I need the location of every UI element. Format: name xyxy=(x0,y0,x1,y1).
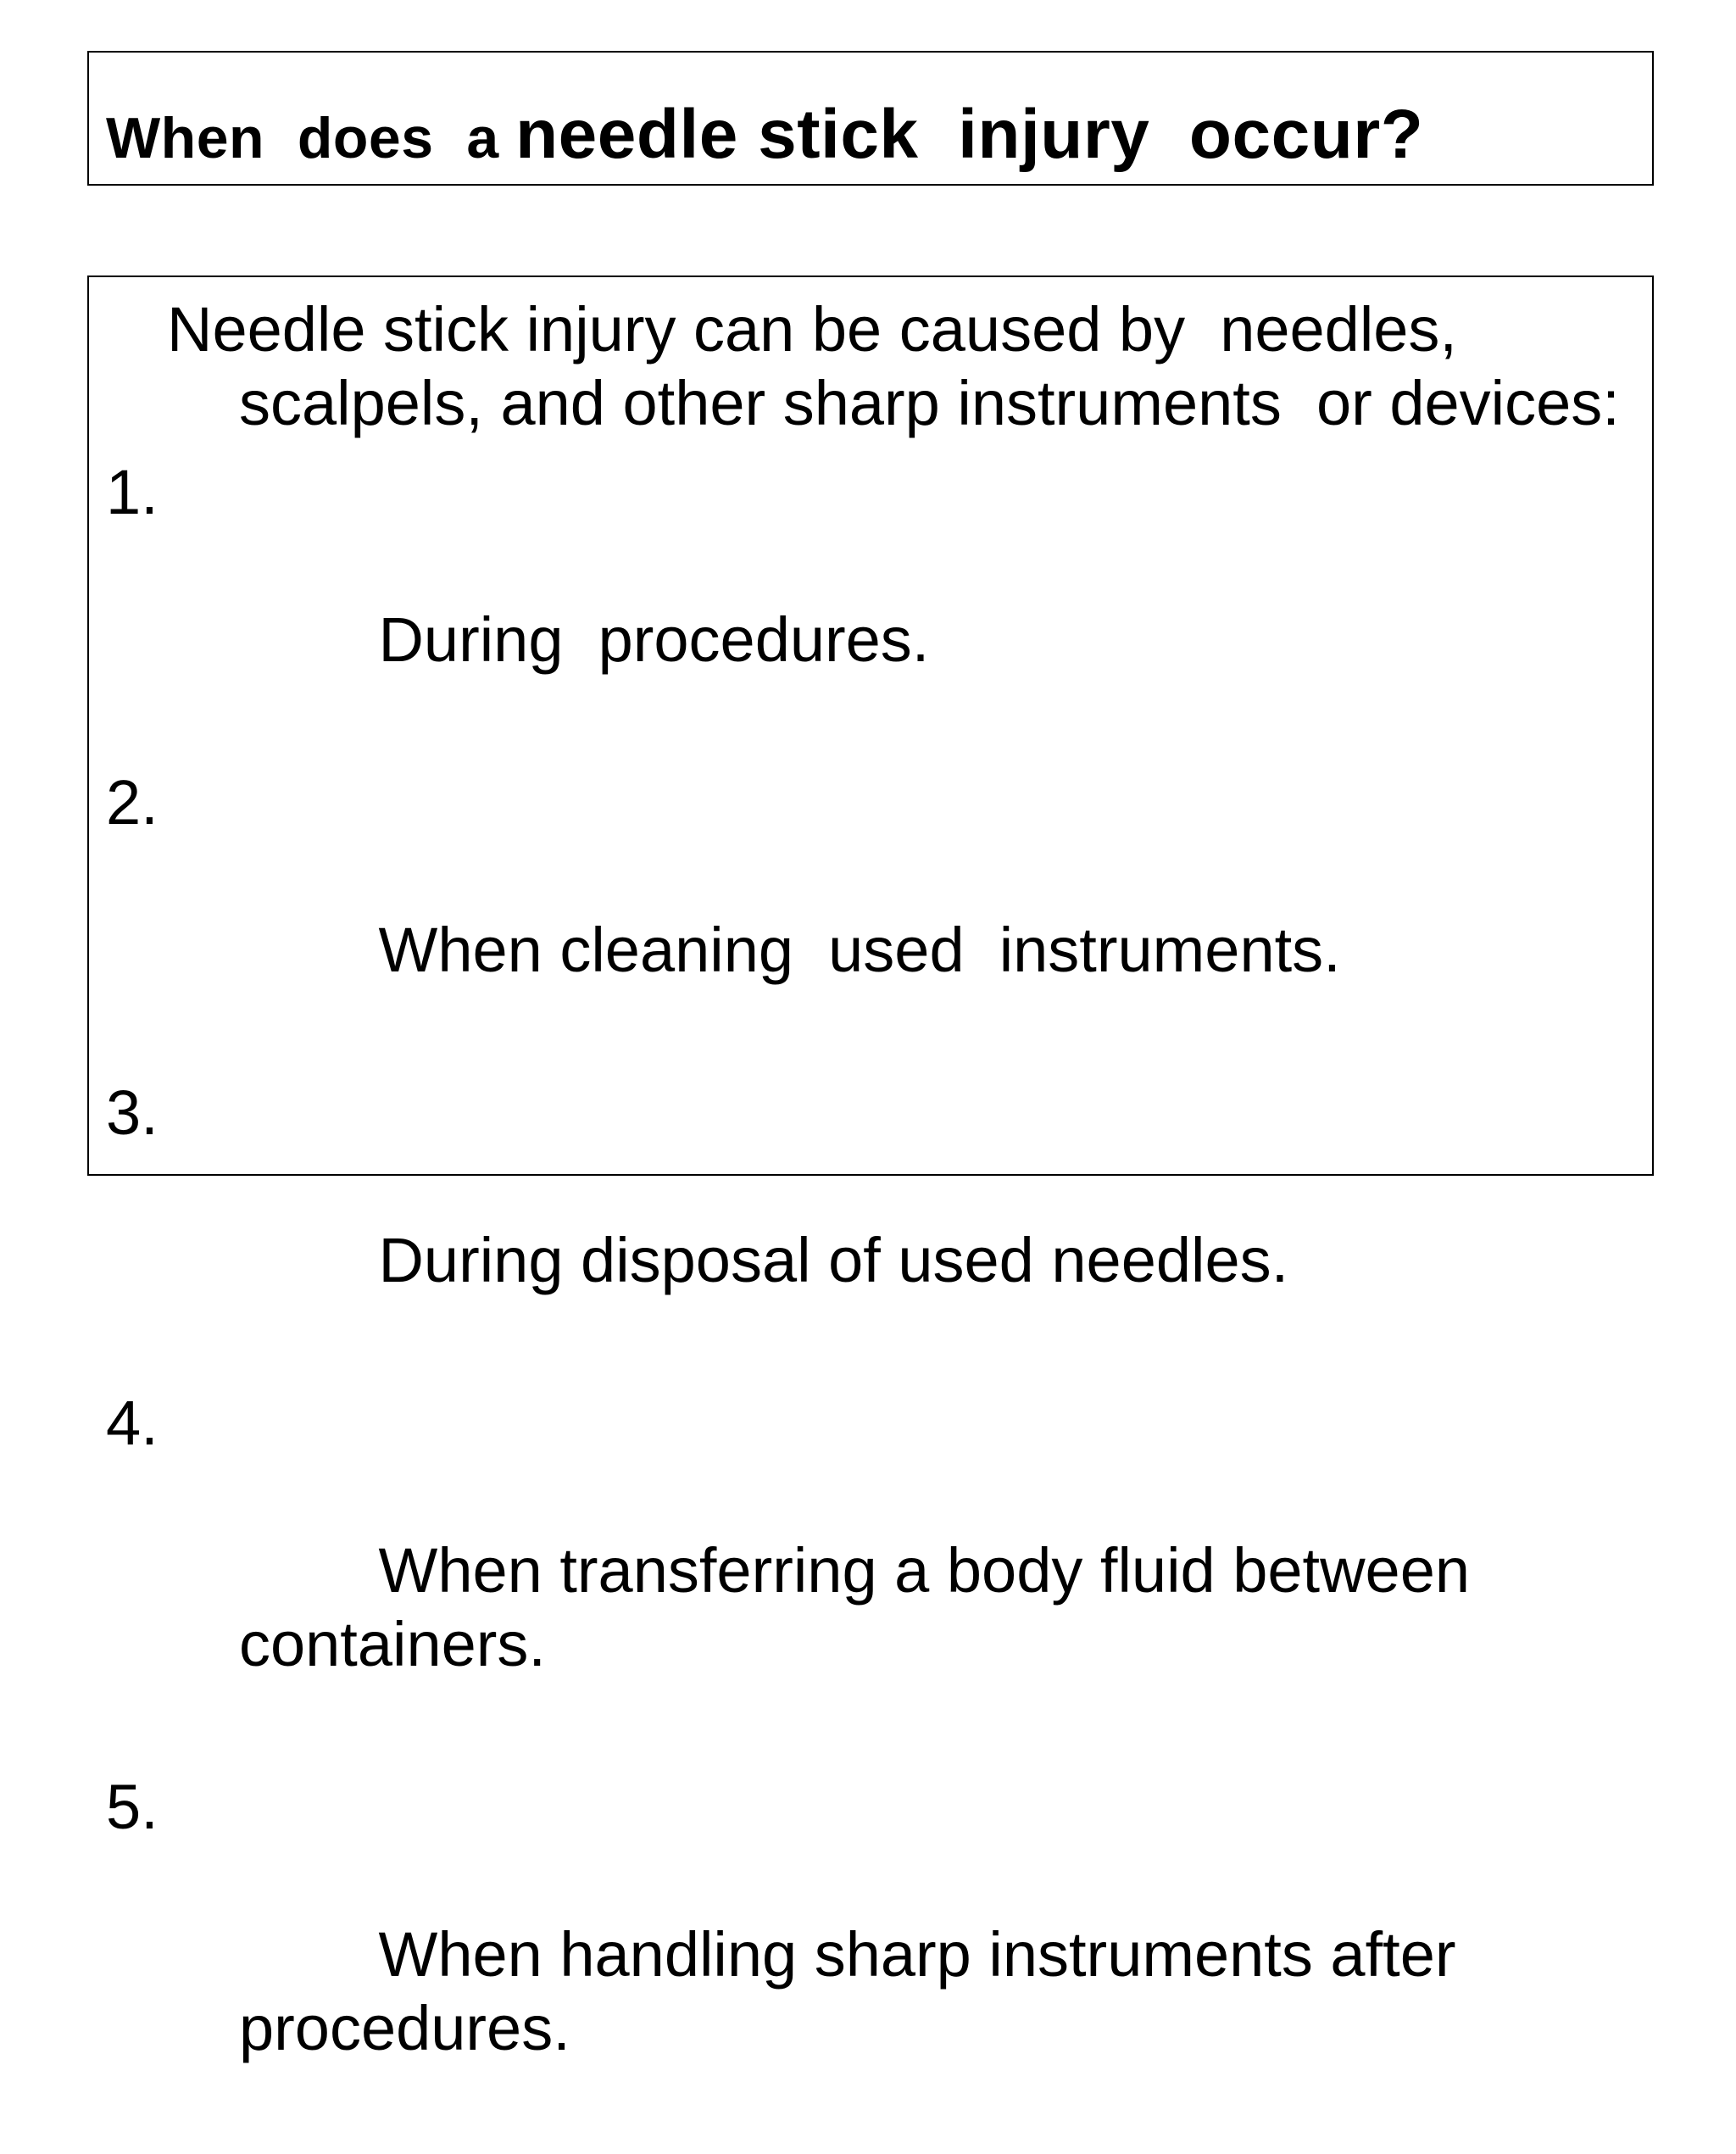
list-item-text: When transferring a body fluid between containers. xyxy=(239,1535,1488,1679)
list-item-text: When handling sharp instruments after procedures. xyxy=(239,1919,1474,2063)
slide-title-part-large: needle stick injury occur? xyxy=(515,96,1424,173)
list-item-number: 2. xyxy=(106,767,159,838)
content xyxy=(106,292,1632,2154)
list-item-text: When cleaning used instruments. xyxy=(378,915,1341,985)
list-item-text: During disposal of used needles. xyxy=(378,1225,1289,1295)
list-item xyxy=(106,455,1511,750)
slide-title-part-small: When does a xyxy=(106,106,516,170)
slide-title xyxy=(106,96,1424,173)
list-item xyxy=(106,1386,1511,1755)
intro-paragraph: Needle stick injury can be caused by needles, scalpels, and other sharp instruments or devices: xyxy=(167,294,1620,438)
list-item-number: 4. xyxy=(106,1388,159,1458)
list-item-number: 1. xyxy=(106,457,159,527)
list-item xyxy=(106,1770,1511,2139)
title-box xyxy=(87,51,1654,186)
causes-list xyxy=(106,455,1632,2139)
list-item-text: During procedures. xyxy=(378,604,930,675)
list-item xyxy=(106,765,1511,1060)
list-item xyxy=(106,1076,1511,1371)
content-box xyxy=(87,276,1654,2063)
list-item-number: 3. xyxy=(106,1077,159,1148)
list-item-number: 5. xyxy=(106,1772,159,1842)
